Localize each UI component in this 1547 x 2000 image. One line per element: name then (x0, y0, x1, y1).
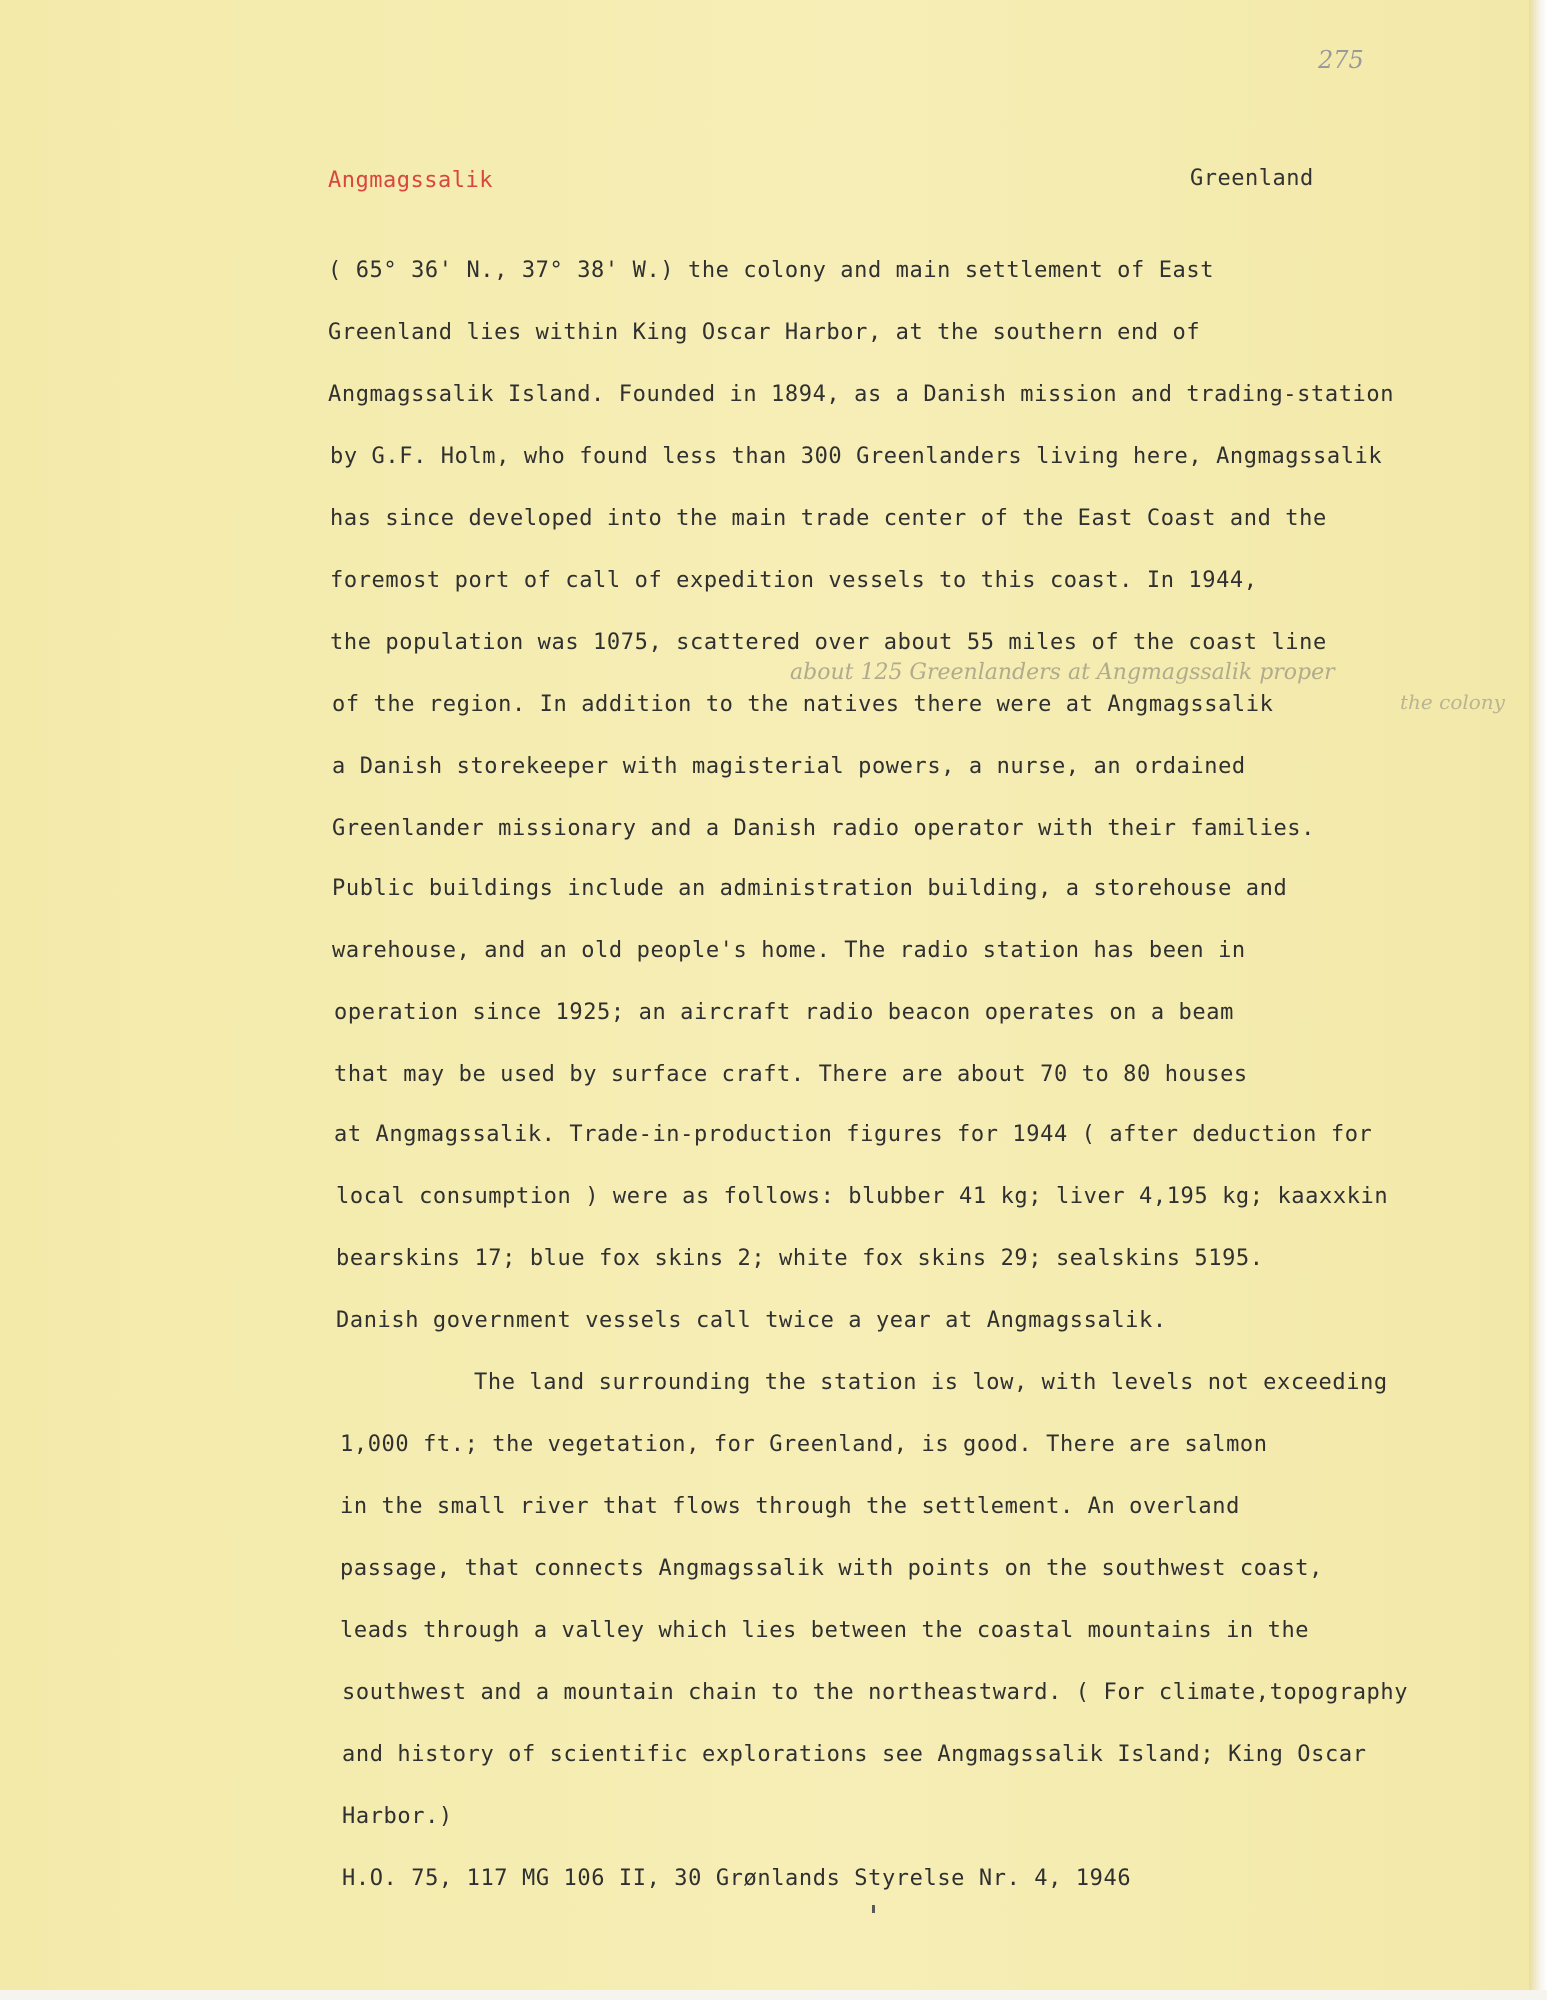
body-line: ( 65° 36' N., 37° 38' W.) the colony and main settlement of East (328, 258, 1215, 283)
body-line: in the small river that flows through the settlement. An overland (340, 1494, 1240, 1519)
handwritten-annotation: about 125 Greenlanders at Angmagssalik proper (790, 660, 1335, 685)
body-line: leads through a valley which lies between the coastal mountains in the (340, 1618, 1310, 1643)
body-line: that may be used by surface craft. There are about 70 to 80 houses (334, 1062, 1248, 1087)
page-bottom-edge (0, 1990, 1547, 2000)
pencil-mark (872, 1905, 875, 1913)
body-line: Harbor.) (342, 1804, 453, 1829)
body-line: passage, that connects Angmagssalik with points on the southwest coast, (340, 1556, 1324, 1581)
body-line: Danish government vessels call twice a year at Angmagssalik. (336, 1308, 1167, 1333)
footer-references: H.O. 75, 117 MG 106 II, 30 Grønlands Styrelse Nr. 4, 1946 (342, 1866, 1132, 1891)
body-line: Public buildings include an administration building, a storehouse and (332, 876, 1288, 901)
body-line: at Angmagssalik. Trade-in-production figures for 1944 ( after deduction for (334, 1122, 1373, 1147)
body-line: foremost port of call of expedition vessels to this coast. In 1944, (330, 568, 1258, 593)
body-line: of the region. In addition to the natives there were at Angmagssalik (332, 692, 1274, 717)
body-line: bearskins 17; blue fox skins 2; white fox skins 29; sealskins 5195. (336, 1246, 1264, 1271)
body-line: operation since 1925; an aircraft radio beacon operates on a beam (334, 1000, 1234, 1025)
page-edge (1529, 0, 1547, 2000)
body-line: warehouse, and an old people's home. The radio station has been in (332, 938, 1246, 963)
body-line: local consumption ) were as follows: blubber 41 kg; liver 4,195 kg; kaaxxkin (336, 1184, 1389, 1209)
body-line: 1,000 ft.; the vegetation, for Greenland, is good. There are salmon (340, 1432, 1268, 1457)
handwritten-side-note: the colony (1400, 690, 1505, 714)
body-line: by G.F. Holm, who found less than 300 Greenlanders living here, Angmagssalik (330, 444, 1383, 469)
body-line: The land surrounding the station is low, with levels not exceeding (474, 1370, 1388, 1395)
body-line: Angmagssalik Island. Founded in 1894, as a Danish mission and trading-station (328, 382, 1395, 407)
entry-title: Angmagssalik (328, 168, 493, 193)
body-line: has since developed into the main trade center of the East Coast and the (330, 506, 1327, 531)
body-line: Greenlander missionary and a Danish radio operator with their families. (332, 816, 1316, 841)
page-number: 275 (1318, 46, 1364, 74)
body-line: southwest and a mountain chain to the northeastward. ( For climate,topography (342, 1680, 1409, 1705)
body-line: Greenland lies within King Oscar Harbor, at the southern end of (328, 320, 1201, 345)
body-line: a Danish storekeeper with magisterial powers, a nurse, an ordained (332, 754, 1246, 779)
body-line: the population was 1075, scattered over about 55 miles of the coast line (330, 630, 1327, 655)
entry-region: Greenland (1190, 166, 1314, 191)
body-line: and history of scientific explorations see Angmagssalik Island; King Oscar (342, 1742, 1367, 1767)
